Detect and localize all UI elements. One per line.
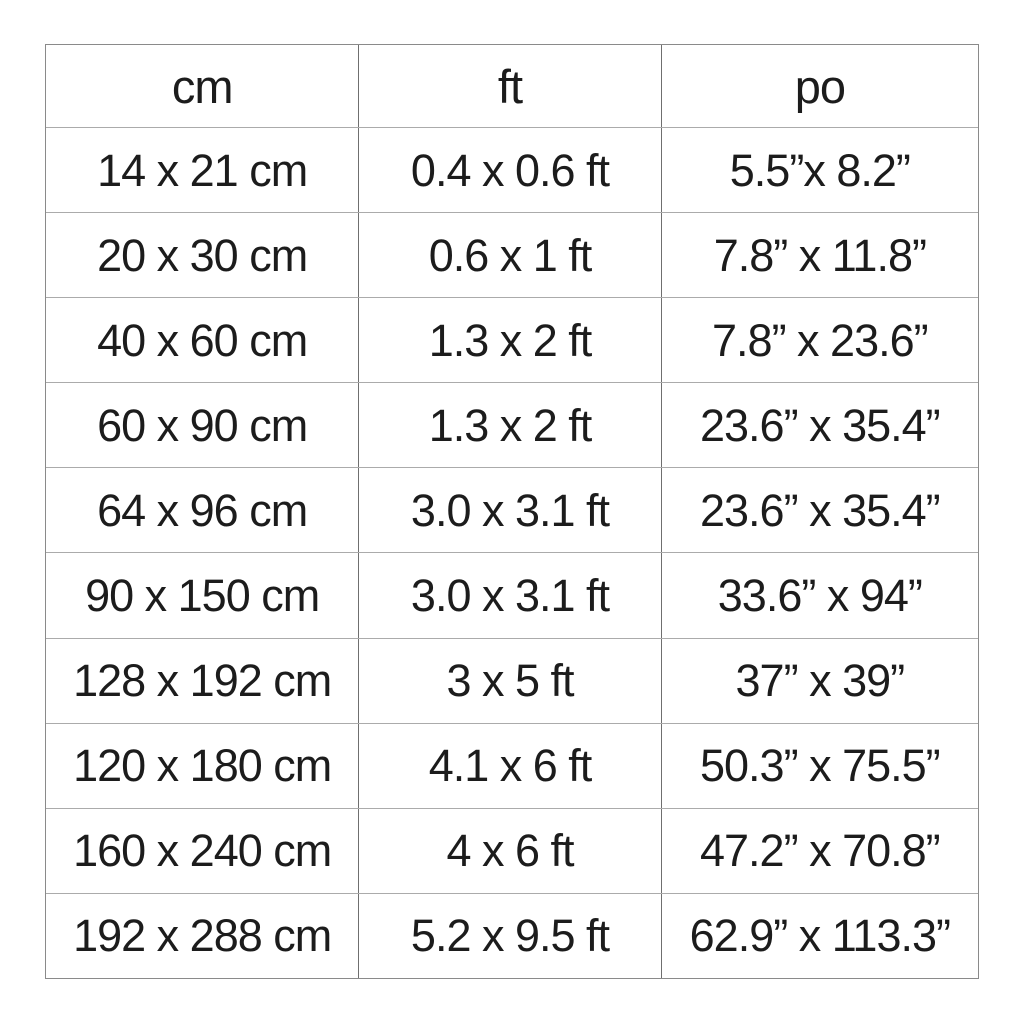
cell-cm: 20 x 30 cm	[46, 213, 359, 297]
table-row	[46, 809, 978, 894]
cell-cm: 90 x 150 cm	[46, 553, 359, 637]
cell-cm: 14 x 21 cm	[46, 128, 359, 212]
cell-cm: 60 x 90 cm	[46, 383, 359, 467]
cell-ft: 1.3 x 2 ft	[359, 383, 661, 467]
cell-cm: 192 x 288 cm	[46, 894, 359, 978]
cell-cm: 40 x 60 cm	[46, 298, 359, 382]
cell-ft: 3 x 5 ft	[359, 639, 661, 723]
cell-cm: 64 x 96 cm	[46, 468, 359, 552]
cell-ft: 4 x 6 ft	[359, 809, 661, 893]
cell-ft: 5.2 x 9.5 ft	[359, 894, 661, 978]
table-row	[46, 468, 978, 553]
cell-cm: 120 x 180 cm	[46, 724, 359, 808]
cell-ft: 0.6 x 1 ft	[359, 213, 661, 297]
cell-po: 33.6” x 94”	[717, 570, 922, 622]
size-conversion-table	[45, 44, 979, 979]
table-row	[46, 128, 978, 213]
cell-po: 7.8” x 23.6”	[712, 314, 928, 366]
table-row	[46, 383, 978, 468]
cell-po: 7.8” x 11.8”	[713, 229, 926, 281]
cell-po: 62.9” x 113.3”	[689, 910, 950, 962]
cell-ft: 1.3 x 2 ft	[359, 298, 661, 382]
cell-po: 50.3” x 75.5”	[700, 740, 940, 792]
header-cell-po: po	[794, 59, 845, 113]
cell-cm: 128 x 192 cm	[46, 639, 359, 723]
table-row	[46, 553, 978, 638]
table-row	[46, 298, 978, 383]
cell-po: 23.6” x 35.4”	[700, 484, 940, 536]
cell-po: 23.6” x 35.4”	[700, 399, 940, 451]
cell-po: 47.2” x 70.8”	[700, 825, 940, 877]
cell-po: 5.5”x 8.2”	[729, 144, 910, 196]
header-cell-cm: cm	[46, 45, 359, 127]
table-row	[46, 894, 978, 978]
cell-cm: 160 x 240 cm	[46, 809, 359, 893]
cell-ft: 4.1 x 6 ft	[359, 724, 661, 808]
table-row	[46, 213, 978, 298]
table-header-row	[46, 45, 978, 128]
cell-po: 37” x 39”	[735, 655, 905, 707]
cell-ft: 0.4 x 0.6 ft	[359, 128, 661, 212]
cell-ft: 3.0 x 3.1 ft	[359, 468, 661, 552]
cell-ft: 3.0 x 3.1 ft	[359, 553, 661, 637]
table-row	[46, 639, 978, 724]
table-row	[46, 724, 978, 809]
header-cell-ft: ft	[359, 45, 661, 127]
